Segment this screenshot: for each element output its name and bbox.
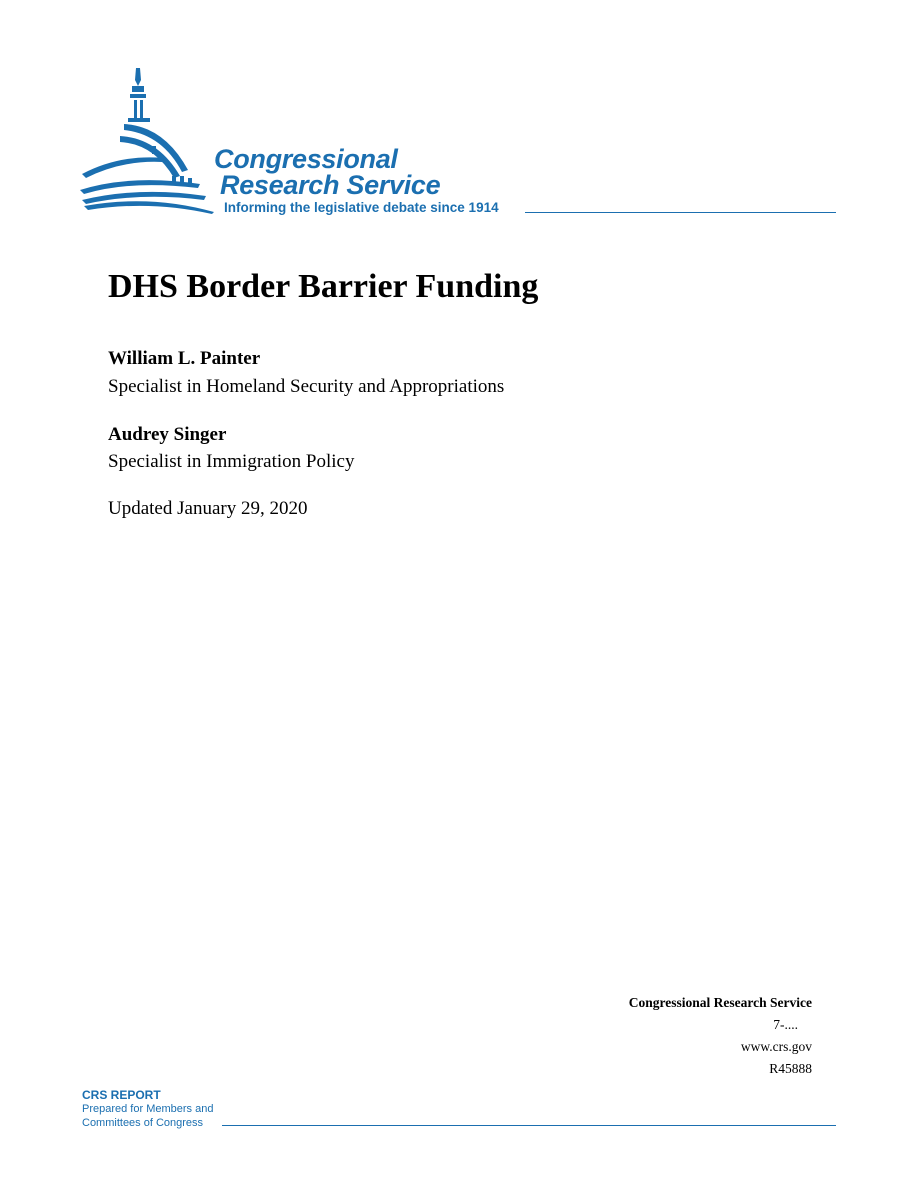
crs-website: www.crs.gov: [740, 1039, 812, 1054]
footer-line: Prepared for Members and: [82, 1103, 214, 1115]
crs-contact-block: [629, 992, 812, 1080]
logo-text-research-service: Research Service: [220, 170, 441, 200]
report-title: DHS Border Barrier Funding: [108, 268, 539, 305]
crs-org-name: Congressional Research Service: [628, 995, 812, 1010]
crs-logo: [80, 66, 840, 226]
updated-date: Updated January 29, 2020: [108, 498, 308, 519]
report-number: R45888: [769, 1061, 812, 1076]
footer-line: Committees of Congress: [82, 1117, 204, 1129]
footer-divider: [222, 1125, 836, 1126]
logo-text-congressional: Congressional: [214, 144, 398, 174]
header-divider: [525, 212, 836, 213]
logo-tagline: Informing the legislative debate since 1914: [224, 200, 499, 215]
footer-title: CRS REPORT: [82, 1088, 161, 1102]
author-role: Specialist in Immigration Policy: [108, 451, 355, 472]
author-role: Specialist in Homeland Security and Appropriations: [108, 376, 505, 397]
author-name: Audrey Singer: [108, 424, 227, 445]
capitol-dome-icon: [80, 66, 220, 226]
crs-phone: 7-....: [773, 1017, 798, 1032]
author-name: William L. Painter: [108, 348, 261, 369]
crs-report-footer: [82, 1088, 213, 1130]
